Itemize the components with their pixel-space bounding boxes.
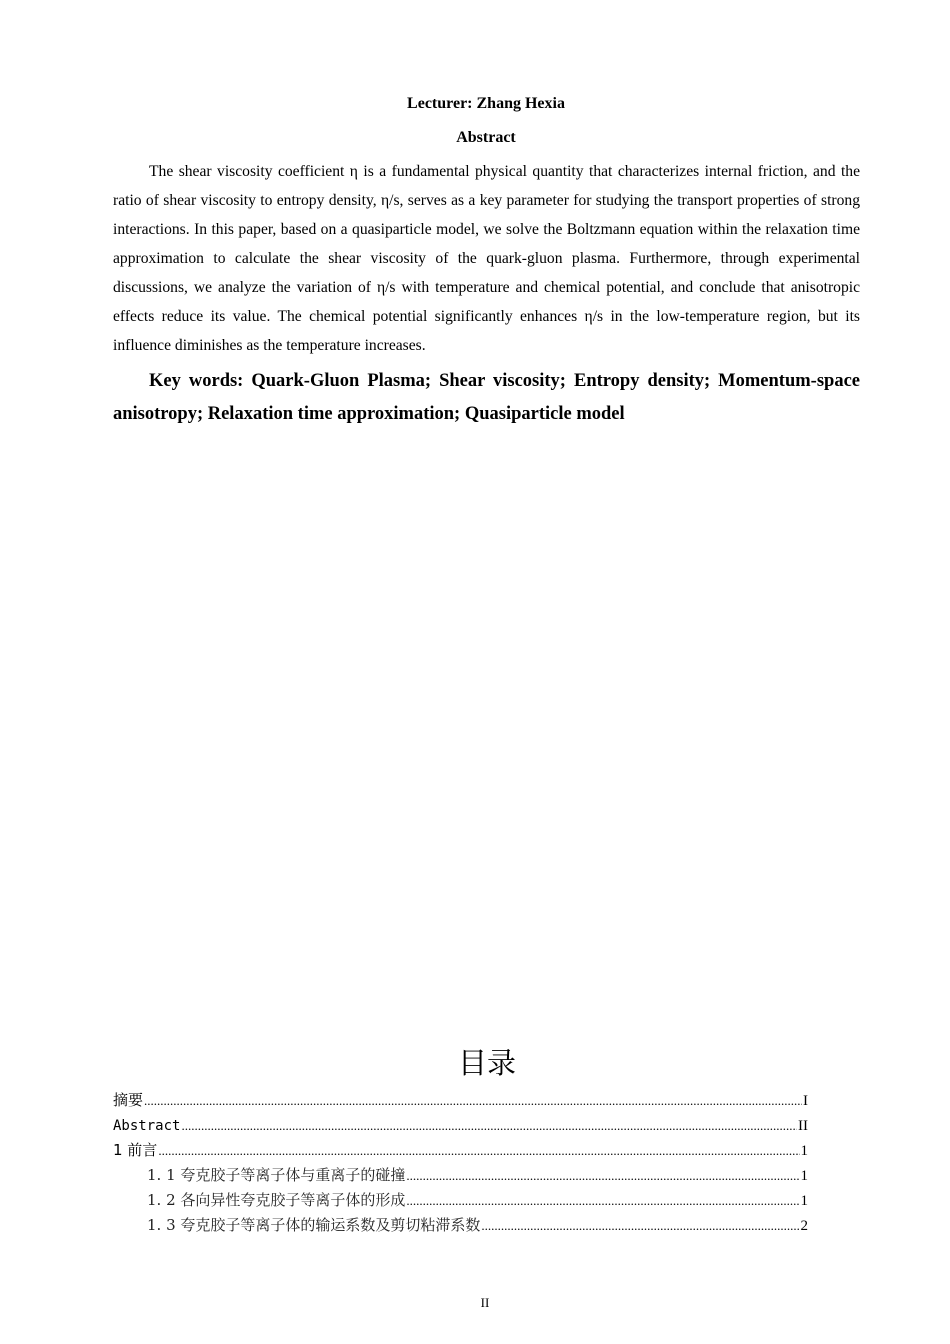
toc-entry-section-1-2[interactable] [113, 1188, 808, 1213]
toc-entry-label: 1. 2 各向异性夸克胶子等离子体的形成 [147, 1191, 406, 1209]
page-number: II [480, 1295, 490, 1310]
abstract-body: The shear viscosity coefficient η is a fundamental physical quantity that characterizes internal friction, and the ratio of shear viscosity to entropy density, η/s, serves as a key parameter for studying the transport properties of strong interactions. In this paper, based on a quasiparticle model, we solve the Boltzmann equation within the relaxation time approximation to calculate the shear viscosity of the quark-gluon plasma. Furthermore, through experimental discussions, we analyze the variation of η/s with temperature and chemical potential, and conclude that anisotropic effects reduce its value. The chemical potential significantly enhances η/s in the low-temperature region, but its influence diminishes as the temperature increases. [113, 163, 860, 354]
toc-entry-label: 摘要 [113, 1091, 144, 1109]
toc-entry-section-1-3[interactable] [113, 1213, 808, 1238]
toc-entry-label: 1 前言 [113, 1141, 158, 1159]
toc-entry-page: 1 [800, 1168, 808, 1184]
abstract-heading: Abstract [456, 129, 516, 146]
toc-entry-page: I [803, 1093, 808, 1109]
toc-entry-chapter-1[interactable] [113, 1138, 808, 1163]
toc-entry-page: 1 [800, 1193, 808, 1209]
toc-entry-label: Abstract [113, 1118, 181, 1134]
toc-dot-leader [144, 1088, 802, 1113]
toc-dot-leader [481, 1213, 799, 1238]
table-of-contents [113, 1088, 808, 1238]
toc-entry-page: II [798, 1118, 808, 1134]
toc-entry-label: 1. 3 夸克胶子等离子体的输运系数及剪切粘滞系数 [147, 1216, 481, 1234]
toc-entry-section-1-1[interactable] [113, 1163, 808, 1188]
lecturer-line: Lecturer: Zhang Hexia [407, 95, 565, 112]
toc-dot-leader [181, 1113, 797, 1138]
toc-dot-leader [406, 1188, 799, 1213]
toc-entry-label: 1. 1 夸克胶子等离子体与重离子的碰撞 [147, 1166, 406, 1184]
toc-title: 目录 [457, 1046, 516, 1080]
toc-dot-leader [158, 1138, 799, 1163]
toc-entry-page: 1 [800, 1143, 808, 1159]
toc-dot-leader [406, 1163, 799, 1188]
keywords-line: Key words: Quark-Gluon Plasma; Shear viscosity; Entropy density; Momentum-space anisotropy; Relaxation time approximation; Quasiparticle model [113, 371, 860, 424]
toc-entry-zhaiyao[interactable] [113, 1088, 808, 1113]
toc-entry-page: 2 [800, 1218, 808, 1234]
toc-entry-abstract[interactable] [113, 1113, 808, 1138]
